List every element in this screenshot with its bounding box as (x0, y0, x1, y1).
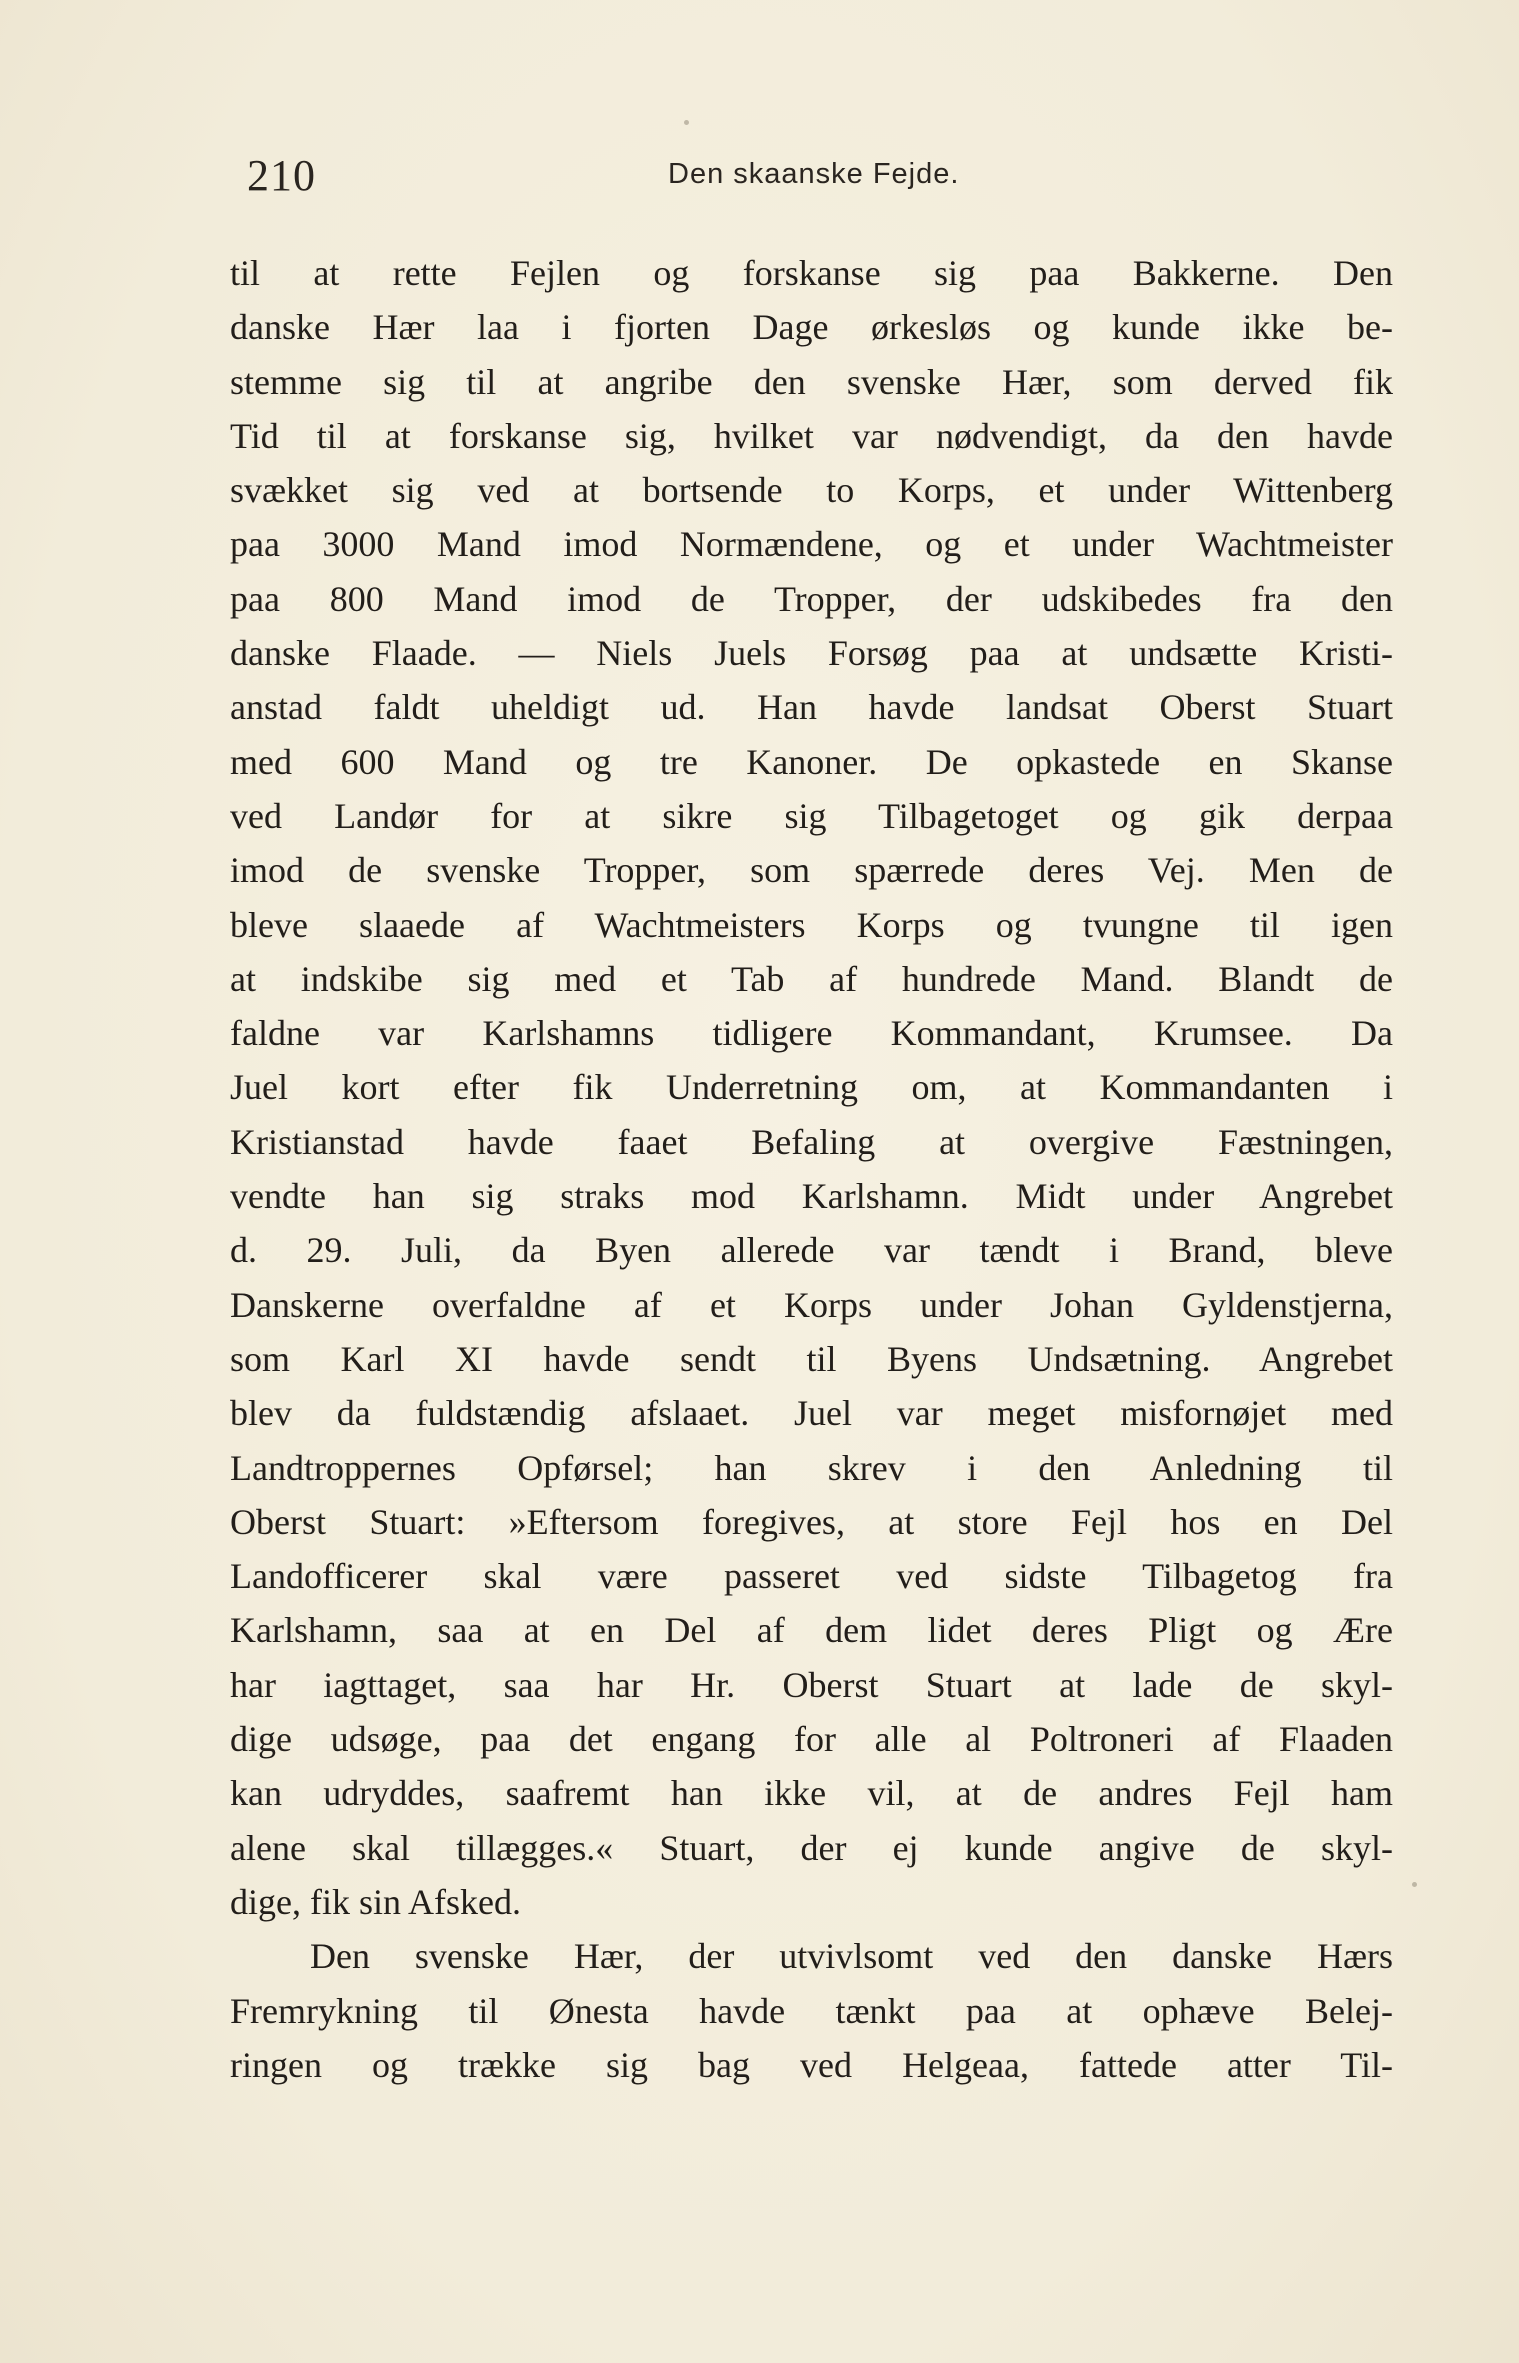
paper-speck (684, 120, 689, 125)
running-head (0, 150, 1519, 210)
text-line: vendte han sig straks mod Karlshamn. Midt under Angrebet (230, 1176, 1393, 1217)
text-line: Fremrykning til Ønesta havde tænkt paa at ophæve Belej- (230, 1990, 1393, 2031)
running-title: Den skaanske Fejde. (668, 158, 960, 190)
text-line: Tid til at forskanse sig, hvilket var nødvendigt, da den havde (230, 415, 1393, 456)
text-line: til at rette Fejlen og forskanse sig paa Bakkerne. Den (230, 253, 1393, 293)
text-line: ved Landør for at sikre sig Tilbagetoget og gik derpaa (230, 795, 1393, 836)
text-line: paa 800 Mand imod de Tropper, der udskibedes fra den (230, 578, 1393, 619)
text-line: med 600 Mand og tre Kanoner. De opkastede en Skanse (230, 741, 1393, 782)
text-line: Karlshamn, saa at en Del af dem lidet deres Pligt og Ære (230, 1610, 1393, 1651)
text-line: Juel kort efter fik Underretning om, at Kommandanten i (230, 1067, 1393, 1108)
text-line: bleve slaaede af Wachtmeisters Korps og tvungne til igen (230, 904, 1393, 945)
text-line: ringen og trække sig bag ved Helgeaa, fattede atter Til- (230, 2044, 1393, 2085)
text-line: faldne var Karlshamns tidligere Kommandant, Krumsee. Da (230, 1013, 1393, 1054)
text-line: som Karl XI havde sendt til Byens Undsætning. Angrebet (230, 1338, 1393, 1379)
text-line: anstad faldt uheldigt ud. Han havde landsat Oberst Stuart (230, 687, 1393, 728)
text-line: Kristianstad havde faaet Befaling at overgive Fæstningen, (230, 1121, 1393, 1162)
text-line: svækket sig ved at bortsende to Korps, et under Wittenberg (230, 470, 1393, 511)
text-line: danske Hær laa i fjorten Dage ørkesløs og kunde ikke be- (230, 307, 1393, 348)
text-line: imod de svenske Tropper, som spærrede deres Vej. Men de (230, 850, 1393, 891)
paragraph-start-line: Den svenske Hær, der utvivlsomt ved den danske Hærs (310, 1936, 1393, 1977)
text-line: danske Flaade. — Niels Juels Forsøg paa at undsætte Kristi- (230, 633, 1393, 674)
text-line: Landofficerer skal være passeret ved sidste Tilbagetog fra (230, 1556, 1393, 1597)
body-text (230, 246, 1393, 2092)
paper-speck (1412, 1882, 1417, 1887)
text-line: stemme sig til at angribe den svenske Hær, som derved fik (230, 361, 1393, 402)
page-number: 210 (247, 151, 316, 200)
text-line: alene skal tillægges.« Stuart, der ej kunde angive de skyl- (230, 1827, 1393, 1868)
text-line: kan udryddes, saafremt han ikke vil, at de andres Fejl ham (230, 1773, 1393, 1814)
text-line: har iagttaget, saa har Hr. Oberst Stuart at lade de skyl- (230, 1664, 1393, 1705)
paragraph-end-line: dige, fik sin Afsked. (230, 1881, 521, 1922)
text-line: dige udsøge, paa det engang for alle al Poltroneri af Flaaden (230, 1719, 1393, 1760)
text-line: at indskibe sig med et Tab af hundrede Mand. Blandt de (230, 958, 1393, 999)
text-line: Oberst Stuart: »Eftersom foregives, at store Fejl hos en Del (230, 1501, 1393, 1542)
text-line: paa 3000 Mand imod Normændene, og et under Wachtmeister (230, 524, 1393, 565)
text-line: blev da fuldstændig afslaaet. Juel var meget misfornøjet med (230, 1393, 1393, 1434)
text-line: Landtroppernes Opførsel; han skrev i den Anledning til (230, 1447, 1393, 1488)
text-line: Danskerne overfaldne af et Korps under Johan Gyldenstjerna, (230, 1284, 1393, 1325)
text-line: d. 29. Juli, da Byen allerede var tændt i Brand, bleve (230, 1230, 1393, 1271)
